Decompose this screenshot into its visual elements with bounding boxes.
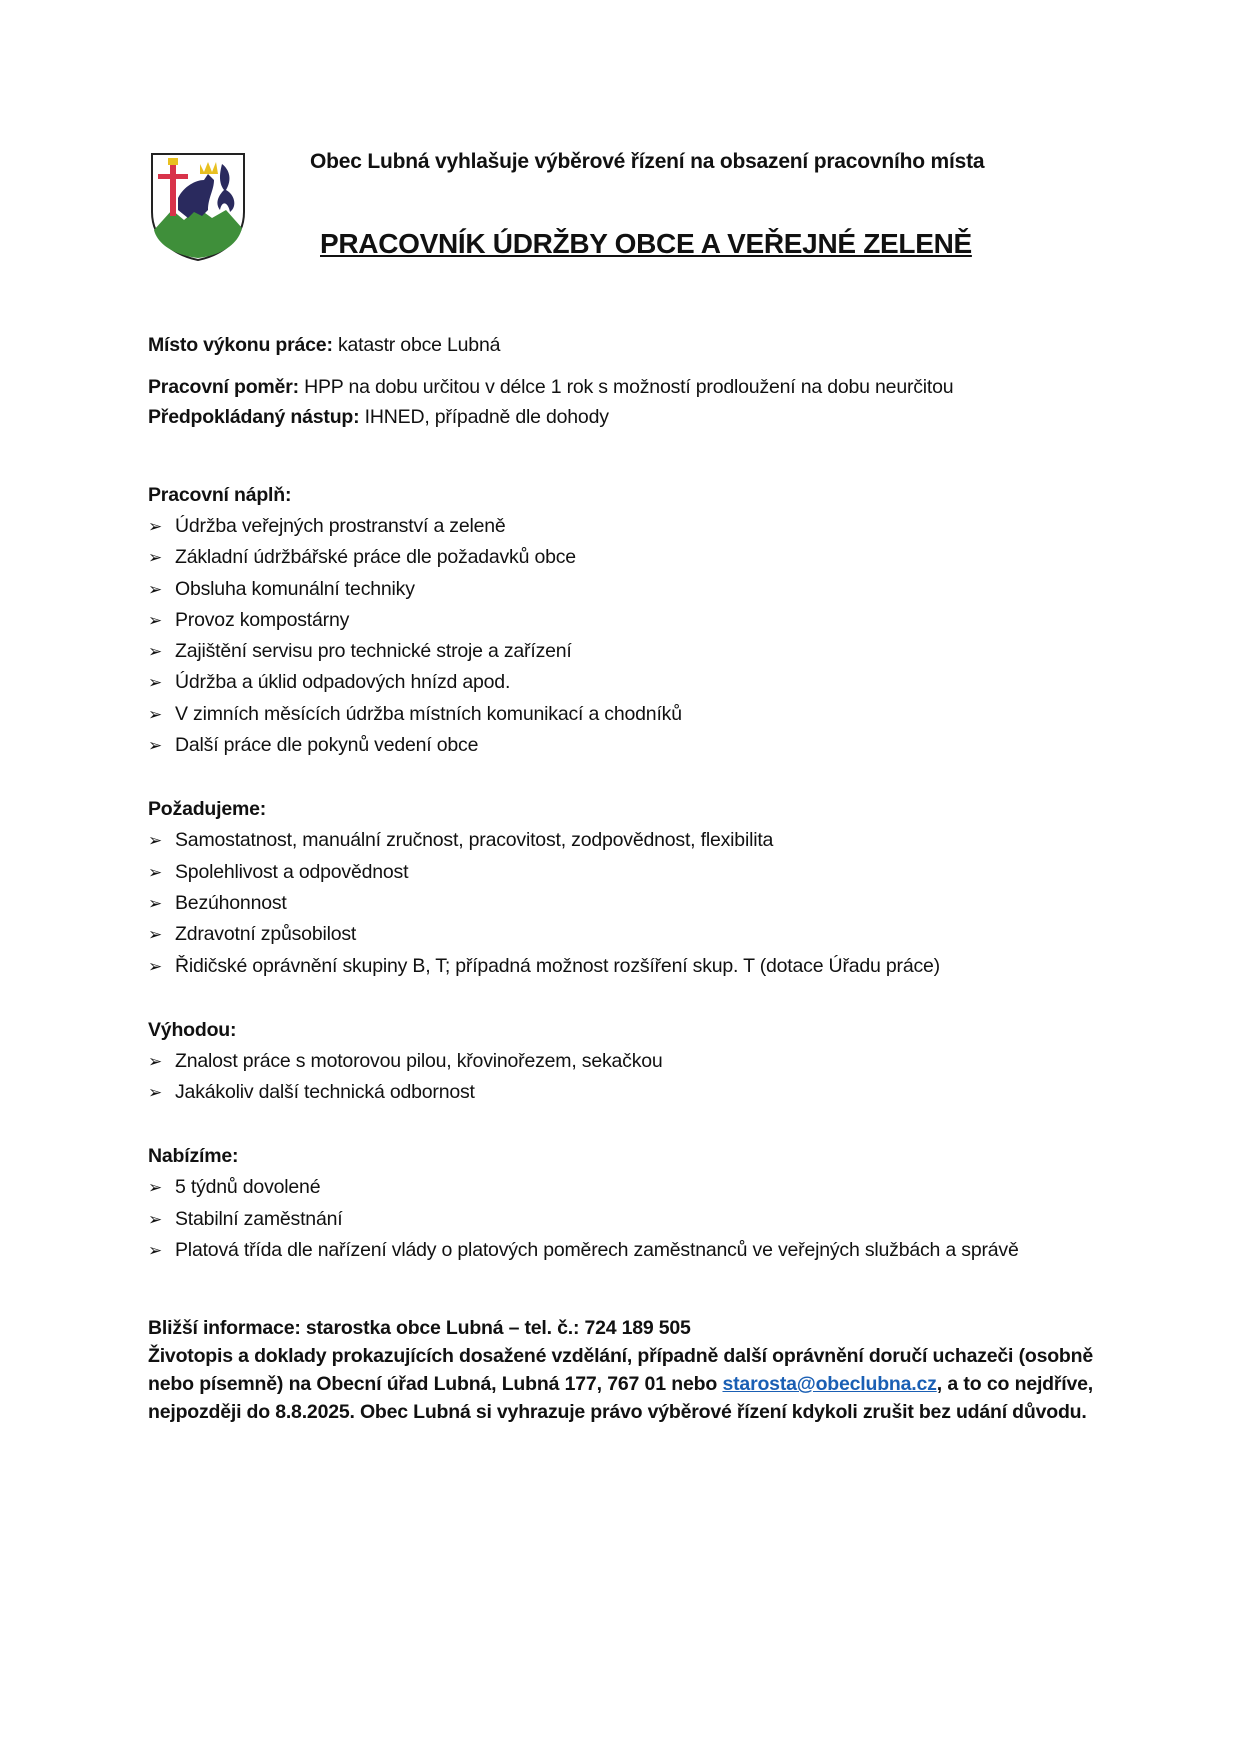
requirements-list <box>148 825 1093 981</box>
list-item-text: Znalost práce s motorovou pilou, křovinořezem, sekačkou <box>175 1049 663 1072</box>
arrow-bullet-icon: ➢ <box>148 956 163 976</box>
arrow-bullet-icon: ➢ <box>148 736 163 756</box>
list-item <box>148 919 1093 950</box>
employment-type-label: Pracovní poměr: <box>148 376 299 398</box>
list-item <box>148 888 1093 919</box>
list-item-text: Údržba veřejných prostranství a zeleně <box>175 515 506 537</box>
employment-type <box>148 372 1093 402</box>
list-item <box>148 857 1093 888</box>
start-date-label: Předpokládaný nástup: <box>148 406 360 428</box>
application-instructions <box>148 1342 1093 1426</box>
arrow-bullet-icon: ➢ <box>148 610 163 630</box>
arrow-bullet-icon: ➢ <box>148 1178 163 1198</box>
duties-heading: Pracovní náplň: <box>148 484 292 506</box>
list-item-text: Bezúhonnost <box>175 891 287 914</box>
arrow-bullet-icon: ➢ <box>148 704 163 724</box>
list-item-text: Samostatnost, manuální zručnost, pracovitost, zodpovědnost, flexibilita <box>175 829 774 852</box>
arrow-bullet-icon: ➢ <box>148 579 163 599</box>
instructions-text-after: , a to co nejdříve, nejpozději do 8.8.2025. Obec Lubná si vyhrazuje právo výběrové řízení kdykoli zrušit bez udání důvodu. <box>148 1373 1094 1424</box>
arrow-bullet-icon: ➢ <box>148 1051 163 1071</box>
contact-line: Bližší informace: starostka obce Lubná – tel. č.: 724 189 505 <box>148 1317 691 1340</box>
list-item-text: Spolehlivost a odpovědnost <box>175 860 409 883</box>
duties-list <box>148 511 1093 761</box>
list-item <box>148 951 1093 982</box>
advantage-list <box>148 1046 1093 1109</box>
list-item <box>148 1235 1093 1266</box>
list-item-text: Stabilní zaměstnání <box>175 1207 343 1230</box>
list-item-text: Zdravotní způsobilost <box>175 923 357 946</box>
list-item <box>148 730 1093 761</box>
arrow-bullet-icon: ➢ <box>148 642 163 662</box>
list-item <box>148 699 1093 730</box>
arrow-bullet-icon: ➢ <box>148 925 163 945</box>
list-item <box>148 1046 1093 1077</box>
arrow-bullet-icon: ➢ <box>148 1083 163 1103</box>
instructions-text-before: Životopis a doklady prokazujících dosažené vzdělání, případně další oprávnění doručí uchazeči (osobně nebo písemně) na Obecní úřad Lubná, Lubná 177, 767 01 nebo <box>148 1345 1093 1396</box>
list-item <box>148 605 1093 636</box>
arrow-bullet-icon: ➢ <box>148 862 163 882</box>
list-item-text: Provoz kompostárny <box>175 608 350 631</box>
document-body <box>148 330 1093 1426</box>
list-item <box>148 1204 1093 1235</box>
coat-of-arms-icon <box>148 150 248 262</box>
employment-type-value: HPP na dobu určitou v délce 1 rok s možností prodloužení na dobu neurčitou <box>298 376 954 398</box>
offer-list <box>148 1172 1093 1266</box>
arrow-bullet-icon: ➢ <box>148 831 163 851</box>
arrow-bullet-icon: ➢ <box>148 893 163 913</box>
arrow-bullet-icon: ➢ <box>148 517 163 536</box>
start-date-value: IHNED, případně dle dohody <box>359 406 609 428</box>
list-item <box>148 825 1093 856</box>
list-item-text: Platová třída dle nařízení vlády o platových poměrech zaměstnanců ve veřejných službách a správě <box>175 1239 1019 1262</box>
advantage-heading: Výhodou: <box>148 1018 237 1041</box>
list-item-text: V zimních měsících údržba místních komunikací a chodníků <box>175 702 682 725</box>
requirements-heading: Požadujeme: <box>148 798 267 821</box>
list-item <box>148 542 1093 573</box>
work-location <box>148 330 1093 360</box>
announcement-intro: Obec Lubná vyhlašuje výběrové řízení na obsazení pracovního místa <box>310 150 985 173</box>
list-item-text: Zajištění servisu pro technické stroje a zařízení <box>175 640 572 663</box>
list-item <box>148 574 1093 605</box>
list-item-text: Řidičské oprávnění skupiny B, T; případná možnost rozšíření skup. T (dotace Úřadu práce) <box>175 954 940 977</box>
list-item-text: Jakákoliv další technická odbornost <box>175 1081 475 1104</box>
list-item-text: 5 týdnů dovolené <box>175 1176 321 1199</box>
footer-info <box>148 1314 1093 1426</box>
arrow-bullet-icon: ➢ <box>148 1209 163 1229</box>
offer-heading: Nabízíme: <box>148 1145 239 1168</box>
arrow-bullet-icon: ➢ <box>148 548 163 568</box>
list-item-text: Základní údržbářské práce dle požadavků obce <box>175 546 576 569</box>
list-item <box>148 1172 1093 1203</box>
list-item-text: Obsluha komunální techniky <box>175 577 415 600</box>
work-location-value: katastr obce Lubná <box>332 334 501 356</box>
list-item <box>148 511 1093 542</box>
list-item <box>148 667 1093 698</box>
list-item <box>148 636 1093 667</box>
page-title: PRACOVNÍK ÚDRŽBY OBCE A VEŘEJNÉ ZELENĚ <box>320 228 972 259</box>
list-item-text: Údržba a úklid odpadových hnízd apod. <box>175 671 511 694</box>
email-link[interactable]: starosta@obeclubna.cz <box>722 1373 937 1396</box>
work-location-label: Místo výkonu práce: <box>148 334 333 356</box>
list-item-text: Další práce dle pokynů vedení obce <box>175 734 479 757</box>
start-date <box>148 402 1093 432</box>
arrow-bullet-icon: ➢ <box>148 673 163 693</box>
list-item <box>148 1077 1093 1108</box>
arrow-bullet-icon: ➢ <box>148 1241 163 1261</box>
